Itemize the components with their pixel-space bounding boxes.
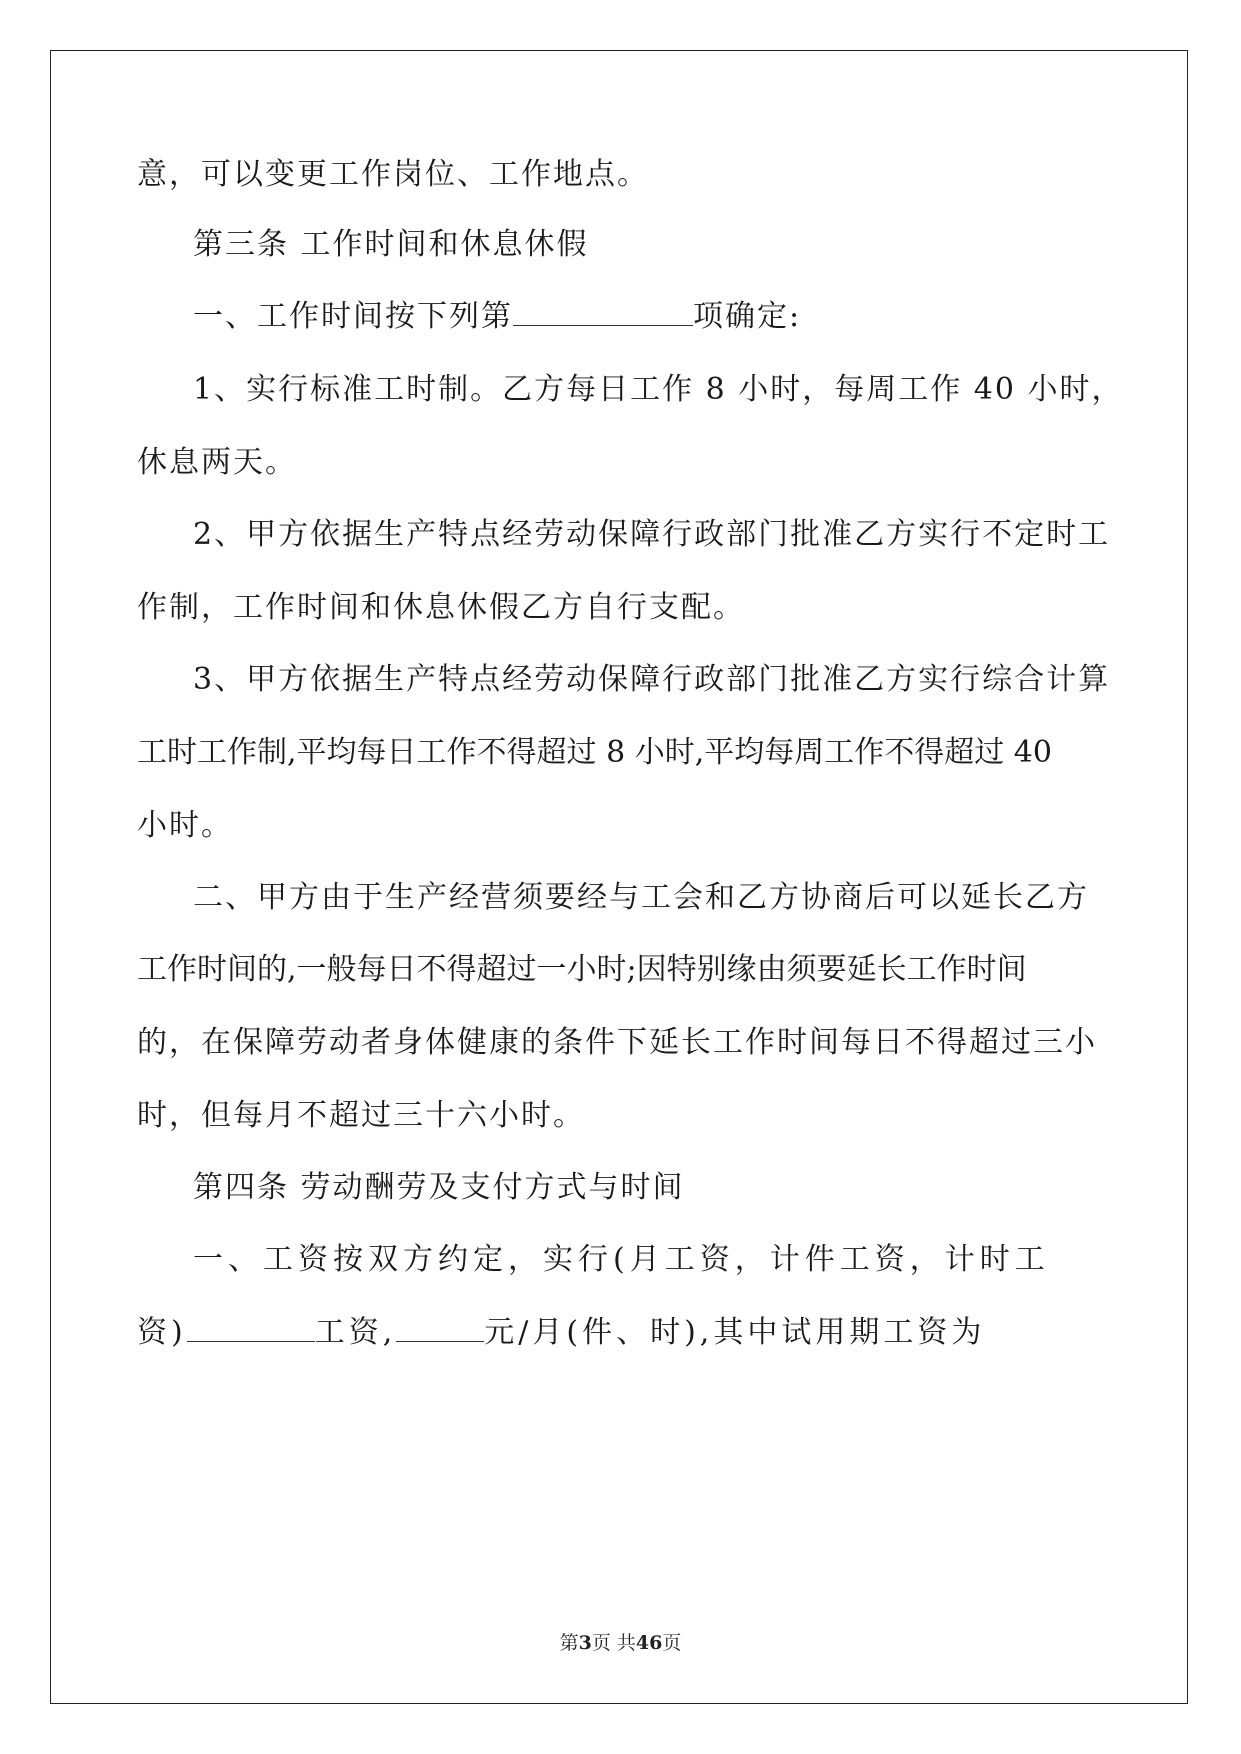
text-line — [193, 297, 801, 337]
text-segment: 工资, — [314, 1315, 397, 1350]
text-line: 的，在保障劳动者身体健康的条件下延长工作时间每日不得超过三小 — [137, 1025, 1097, 1060]
text-line: 休息两天。 — [137, 445, 297, 480]
text-segment: 项确定: — [693, 299, 802, 334]
text-segment: 元/月(件、时),其中试用期工资为 — [484, 1315, 986, 1350]
section-heading-article-3: 第三条 工作时间和休息休假 — [193, 227, 589, 262]
footer-suffix: 页 — [662, 1632, 682, 1654]
text-line: 时，但每月不超过三十六小时。 — [137, 1098, 585, 1133]
text-line: 小时。 — [137, 808, 233, 843]
footer-mid: 页 共 — [591, 1632, 636, 1654]
text-line: 二、甲方由于生产经营须要经与工会和乙方协商后可以延长乙方 — [193, 880, 1089, 915]
footer-prefix: 第 — [559, 1632, 579, 1654]
text-line: 1、实行标准工时制。乙方每日工作 8 小时，每周工作 40 小时， — [193, 372, 1124, 407]
text-line: 一、工资按双方约定，实行(月工资，计件工资，计时工 — [193, 1242, 1050, 1277]
section-heading-article-4: 第四条 劳动酬劳及支付方式与时间 — [193, 1170, 685, 1205]
text-line: 工作时间的,一般每日不得超过一小时;因特别缘由须要延长工作时间 — [137, 952, 1027, 987]
total-page-count: 46 — [635, 1632, 663, 1654]
text-line: 工时工作制,平均每日工作不得超过 8 小时,平均每周工作不得超过 40 — [137, 735, 1052, 770]
current-page-number: 3 — [578, 1632, 592, 1654]
fill-in-blank — [187, 1313, 315, 1342]
text-line: 2、甲方依据生产特点经劳动保障行政部门批准乙方实行不定时工 — [193, 517, 1111, 552]
text-line: 意，可以变更工作岗位、工作地点。 — [137, 157, 649, 192]
text-segment: 资) — [137, 1315, 187, 1350]
fill-in-blank — [513, 297, 693, 326]
text-line — [137, 1313, 985, 1353]
fill-in-blank — [396, 1313, 484, 1342]
text-segment: 一、工作时间按下列第 — [193, 299, 513, 334]
text-line: 3、甲方依据生产特点经劳动保障行政部门批准乙方实行综合计算 — [193, 662, 1111, 697]
text-line: 作制，工作时间和休息休假乙方自行支配。 — [137, 590, 745, 625]
page-footer — [0, 1628, 1241, 1655]
